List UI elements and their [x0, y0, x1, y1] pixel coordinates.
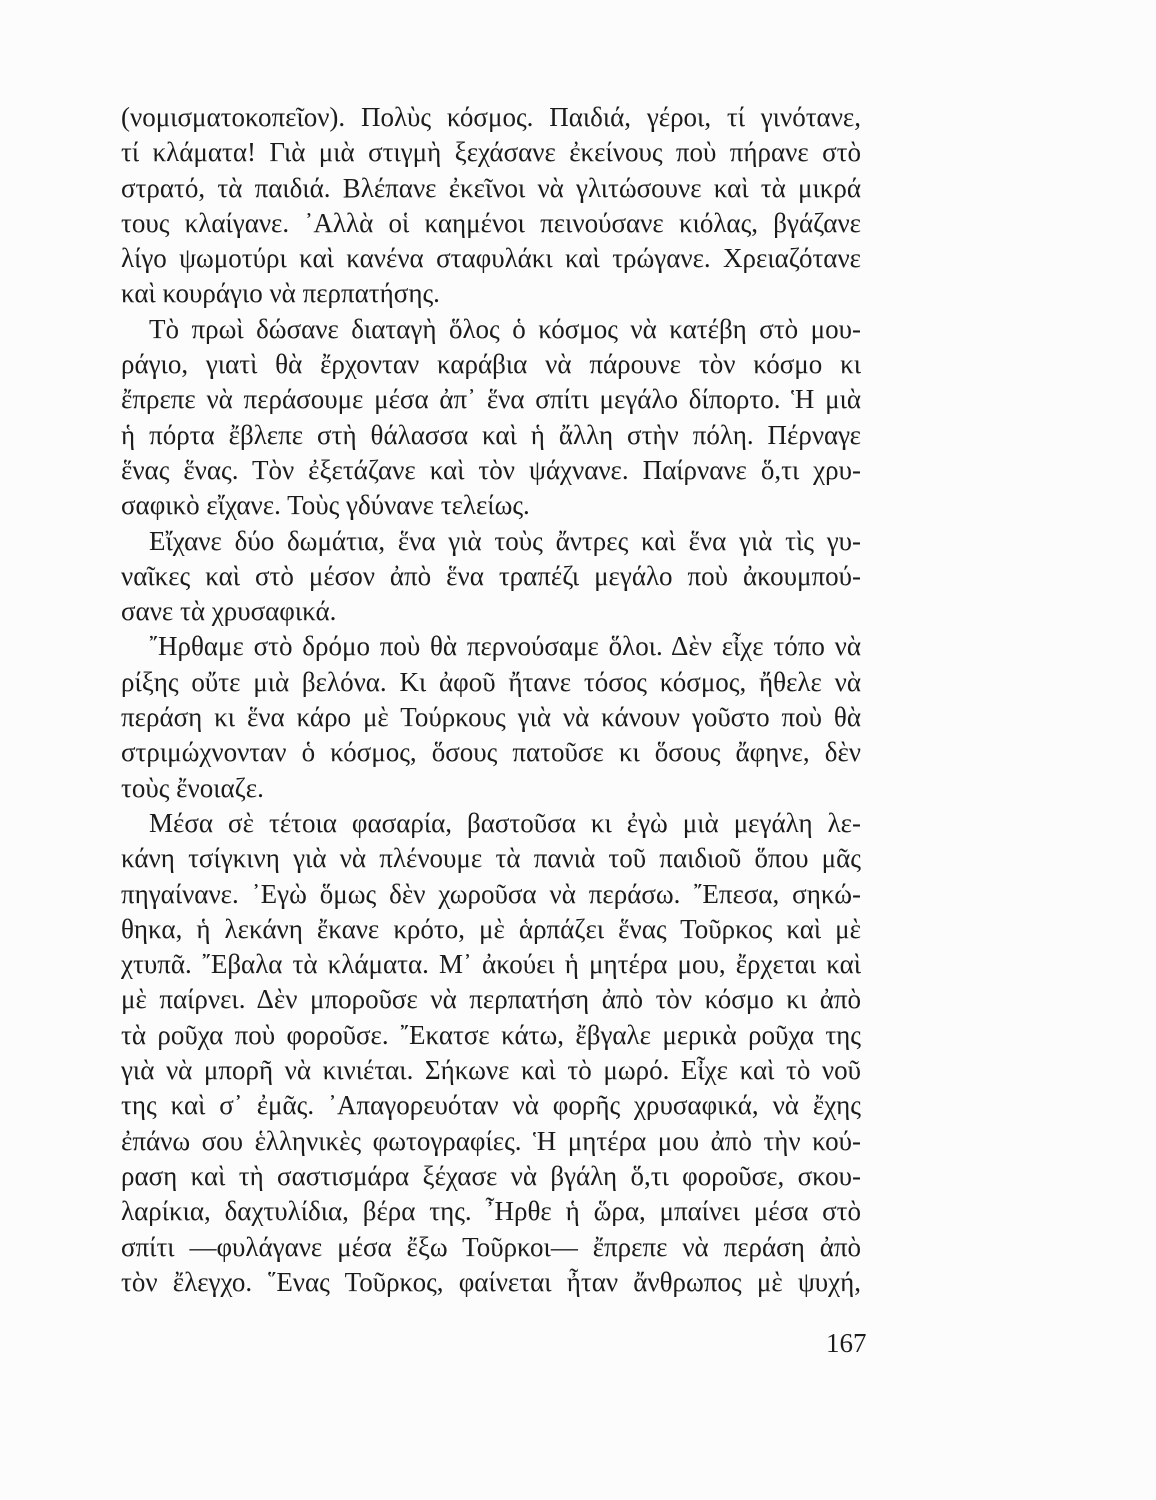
paragraph — [121, 100, 861, 312]
text-line: στριμώχνονταν ὁ κόσμος, ὅσους πατοῦσε κι ὅσους ἄφηνε, δὲν — [121, 737, 861, 768]
text-line: τὸν ἔλεγχο. ῞Ενας Τοῦρκος, φαίνεται ἦταν ἄνθρωπος μὲ ψυχή, — [121, 1266, 861, 1297]
paragraph — [121, 312, 861, 524]
text-line: θηκα, ἡ λεκάνη ἔκανε κρότο, μὲ ἁρπάζει ἕνας Τοῦρκος καὶ μὲ — [121, 913, 861, 944]
text-line: σανε τὰ χρυσαφικά. — [121, 596, 337, 627]
page-body-text — [121, 100, 861, 1300]
text-line: Εἴχανε δύο δωμάτια, ἕνα γιὰ τοὺς ἄντρες καὶ ἕνα γιὰ τὶς γυ- — [149, 525, 861, 556]
text-line: ἕνας ἕνας. Τὸν ἐξετάζανε καὶ τὸν ψάχνανε. Παίρνανε ὅ,τι χρυ- — [121, 454, 861, 485]
text-line: (νομισματοκοπεῖον). Πολὺς κόσμος. Παιδιά, γέροι, τί γινότανε, — [121, 102, 861, 132]
text-line: λαρίκια, δαχτυλίδια, βέρα της. ῏Ηρθε ἡ ὥρα, μπαίνει μέσα στὸ — [121, 1196, 861, 1227]
text-line: της καὶ σ᾿ ἐμᾶς. ᾿Απαγορευόταν νὰ φορῆς χρυσαφικά, νὰ ἔχης — [121, 1090, 861, 1121]
text-line: τὰ ροῦχα ποὺ φοροῦσε. ῎Εκατσε κάτω, ἔβγαλε μερικὰ ροῦχα της — [121, 1019, 861, 1050]
page-number: 167 — [826, 1328, 867, 1358]
text-line: τί κλάματα! Γιὰ μιὰ στιγμὴ ξεχάσανε ἐκείνους ποὺ πήρανε στὸ — [121, 137, 861, 168]
text-line: σαφικὸ εἴχανε. Τοὺς γδύνανε τελείως. — [121, 490, 530, 521]
text-line: ῎Ηρθαμε στὸ δρόμο ποὺ θὰ περνούσαμε ὅλοι. Δὲν εἶχε τόπο νὰ — [149, 631, 861, 662]
text-line: ραση καὶ τὴ σαστισμάρα ξέχασε νὰ βγάλη ὅ,τι φοροῦσε, σκου- — [121, 1160, 861, 1191]
text-line: γιὰ νὰ μπορῆ νὰ κινιέται. Σήκωνε καὶ τὸ μωρό. Εἶχε καὶ τὸ νοῦ — [121, 1055, 861, 1086]
text-line: ἡ πόρτα ἔβλεπε στὴ θάλασσα καὶ ἡ ἄλλη στὴν πόλη. Πέρναγε — [121, 419, 861, 450]
text-line: Τὸ πρωὶ δώσανε διαταγὴ ὅλος ὁ κόσμος νὰ κατέβη στὸ μου- — [149, 313, 861, 344]
text-line: στρατό, τὰ παιδιά. Βλέπανε ἐκεῖνοι νὰ γλιτώσουνε καὶ τὰ μικρά — [121, 172, 861, 203]
text-line: ράγιο, γιατὶ θὰ ἔρχονταν καράβια νὰ πάρουνε τὸν κόσμο κι — [121, 349, 861, 380]
text-line: κάνη τσίγκινη γιὰ νὰ πλένουμε τὰ πανιὰ τοῦ παιδιοῦ ὅπου μᾶς — [121, 843, 861, 874]
text-line: Μέσα σὲ τέτοια φασαρία, βαστοῦσα κι ἐγὼ μιὰ μεγάλη λε- — [149, 807, 861, 838]
paragraph — [121, 524, 861, 630]
text-line: ἔπρεπε νὰ περάσουμε μέσα ἀπ᾿ ἕνα σπίτι μεγάλο δίπορτο. Ἡ μιὰ — [121, 384, 861, 415]
paragraph — [121, 629, 861, 805]
text-line: καὶ κουράγιο νὰ περπατήσης. — [121, 278, 440, 309]
text-line: ναῖκες καὶ στὸ μέσον ἀπὸ ἕνα τραπέζι μεγάλο ποὺ ἀκουμπού- — [121, 560, 861, 591]
text-line: ρίξης οὔτε μιὰ βελόνα. Κι ἀφοῦ ἤτανε τόσος κόσμος, ἤθελε νὰ — [121, 666, 861, 697]
text-line: πηγαίνανε. ᾿Εγὼ ὅμως δὲν χωροῦσα νὰ περάσω. ῎Επεσα, σηκώ- — [121, 878, 861, 909]
text-line: σπίτι —φυλάγανε μέσα ἔξω Τοῦρκοι— ἔπρεπε νὰ περάση ἀπὸ — [121, 1231, 861, 1262]
text-line: τους κλαίγανε. ᾿Αλλὰ οἱ καημένοι πεινούσανε κιόλας, βγάζανε — [121, 207, 861, 238]
text-line: μὲ παίρνει. Δὲν μποροῦσε νὰ περπατήση ἀπὸ τὸν κόσμο κι ἀπὸ — [121, 984, 861, 1015]
text-line: τοὺς ἔνοιαζε. — [121, 772, 264, 803]
text-line: λίγο ψωμοτύρι καὶ κανένα σταφυλάκι καὶ τρώγανε. Χρειαζότανε — [121, 243, 861, 274]
text-line: περάση κι ἕνα κάρο μὲ Τούρκους γιὰ νὰ κάνουν γοῦστο ποὺ θὰ — [121, 702, 861, 733]
text-line: ἐπάνω σου ἑλληνικὲς φωτογραφίες. Ἡ μητέρα μου ἀπὸ τὴν κού- — [121, 1125, 861, 1156]
text-line: χτυπᾶ. ῎Εβαλα τὰ κλάματα. Μ᾿ ἀκούει ἡ μητέρα μου, ἔρχεται καὶ — [121, 949, 861, 980]
paragraph — [121, 806, 861, 1300]
